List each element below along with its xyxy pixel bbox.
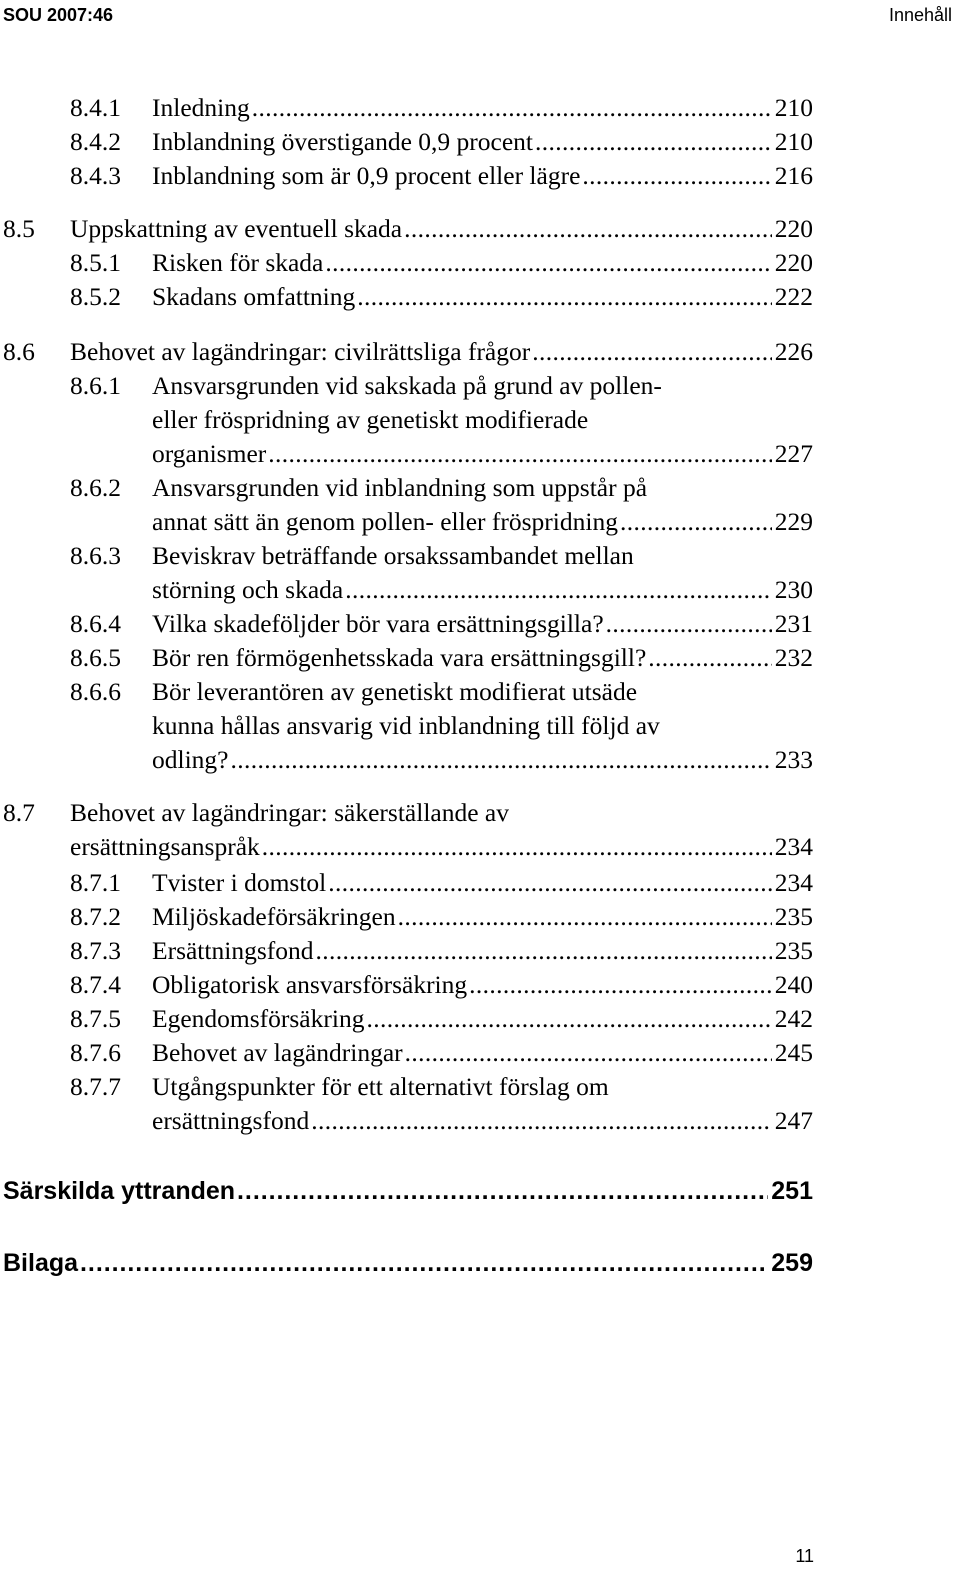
toc-entry-line (0, 607, 960, 641)
toc-entry-page: 222 (774, 282, 813, 311)
toc-entry-page: 234 (774, 868, 813, 897)
toc-entry-number: 8.7.2 (70, 902, 121, 931)
toc-entry-line (0, 335, 960, 369)
toc-entry[interactable] (152, 159, 813, 193)
toc-entry-line (0, 675, 960, 709)
toc-entry-title: Obligatorisk ansvarsförsäkring (152, 970, 468, 999)
toc-entry-line (0, 471, 960, 505)
toc-entry-line (0, 280, 960, 314)
toc-entry[interactable] (152, 641, 813, 675)
toc-entry-number: 8.6.2 (70, 473, 121, 502)
toc-chapter[interactable] (3, 1174, 813, 1208)
toc-entry[interactable] (152, 505, 813, 539)
toc-entry-number: 8.4.2 (70, 127, 121, 156)
dot-leader (648, 641, 771, 675)
dot-leader (268, 437, 771, 471)
dot-leader (606, 607, 772, 641)
dot-leader (80, 1246, 768, 1280)
dot-leader (252, 91, 772, 125)
toc-entry[interactable] (152, 968, 813, 1002)
toc-entry-line (0, 573, 960, 607)
toc-entry-title: kunna hållas ansvarig vid inblandning till följd av (152, 711, 660, 740)
toc-entry-line (0, 641, 960, 675)
toc-entry[interactable] (152, 280, 813, 314)
toc-entry[interactable] (152, 1104, 813, 1138)
toc-entry-title: Behovet av lagändringar (152, 1038, 403, 1067)
toc-entry-number: 8.7.1 (70, 868, 121, 897)
toc-entry-page: 240 (774, 970, 813, 999)
toc-entry-number: 8.4.1 (70, 93, 121, 122)
toc-entry-number: 8.5 (3, 214, 35, 243)
toc-entry-title: Miljöskadeförsäkringen (152, 902, 396, 931)
toc-entry-line (0, 830, 960, 864)
toc-entry-page: 235 (774, 902, 813, 931)
toc-entry-title: Beviskrav beträffande orsakssambandet mellan (152, 541, 634, 570)
dot-leader (345, 573, 772, 607)
toc-entry-line (0, 796, 960, 830)
toc-entry[interactable] (152, 437, 813, 471)
toc-entry[interactable] (152, 934, 813, 968)
toc-entry-line (0, 900, 960, 934)
dot-leader (366, 1002, 771, 1036)
toc-chapter-line (0, 1174, 960, 1208)
toc-entry-title: Inledning (152, 93, 250, 122)
toc-entry-title: ersättningsanspråk (70, 832, 260, 861)
toc-entry-page: 227 (774, 439, 813, 468)
running-header-right: Innehåll (888, 5, 952, 25)
toc-entry-title: Inblandning som är 0,9 procent eller lägre (152, 161, 581, 190)
toc-entry-title: Risken för skada (152, 248, 324, 277)
toc-entry[interactable] (70, 830, 813, 864)
toc-entry-page: 234 (774, 832, 813, 861)
toc-chapter-page: 251 (771, 1177, 813, 1205)
dot-leader (535, 125, 772, 159)
dot-leader (404, 212, 772, 246)
dot-leader (315, 934, 771, 968)
toc-entry-page: 226 (774, 337, 813, 366)
toc-entry[interactable] (152, 125, 813, 159)
toc-entry-title: Vilka skadeföljder bör vara ersättningsgilla? (152, 609, 604, 638)
toc-entry-line (0, 1104, 960, 1138)
dot-leader (532, 335, 772, 369)
toc-entry-line (0, 866, 960, 900)
toc-entry[interactable] (152, 91, 813, 125)
dot-leader (357, 280, 771, 314)
toc-chapter-title: Bilaga (3, 1249, 79, 1277)
running-header-left: SOU 2007:46 (3, 5, 114, 25)
toc-entry-line (0, 437, 960, 471)
toc-entry-page: 216 (774, 161, 813, 190)
toc-chapter-title: Särskilda yttranden (3, 1177, 236, 1205)
toc-entry[interactable] (152, 573, 813, 607)
toc-entry-page: 210 (774, 127, 813, 156)
toc-chapter-line (0, 1246, 960, 1280)
toc-entry-line (0, 968, 960, 1002)
toc-entry-line (0, 934, 960, 968)
toc-entry-page: 235 (774, 936, 813, 965)
toc-entry-line (0, 709, 960, 743)
toc-entry-page: 220 (774, 248, 813, 277)
toc-entry-title: Bör ren förmögenhetsskada vara ersättningsgill? (152, 643, 647, 672)
toc-entry-title: Egendomsförsäkring (152, 1004, 365, 1033)
dot-leader (405, 1036, 772, 1070)
toc-entry-title: Tvister i domstol (152, 868, 327, 897)
toc-entry-line (0, 246, 960, 280)
toc-entry-title: störning och skada (152, 575, 344, 604)
toc-entry-number: 8.7 (3, 798, 35, 827)
toc-entry-number: 8.6.4 (70, 609, 121, 638)
dot-leader (325, 246, 771, 280)
toc-entry[interactable] (152, 1036, 813, 1070)
toc-entry[interactable] (152, 246, 813, 280)
toc-entry-title: Behovet av lagändringar: civilrättsliga frågor (70, 337, 531, 366)
toc-entry-number: 8.6.1 (70, 371, 121, 400)
toc-entry-title: Ersättningsfond (152, 936, 314, 965)
toc-entry[interactable] (152, 743, 813, 777)
toc-entry[interactable] (70, 212, 813, 246)
toc-entry-line (0, 539, 960, 573)
toc-entry-page: 247 (774, 1106, 813, 1135)
toc-entry-page: 220 (774, 214, 813, 243)
dot-leader (237, 1174, 768, 1208)
toc-entry-line (0, 125, 960, 159)
dot-leader (398, 900, 772, 934)
toc-entry-title: Uppskattning av eventuell skada (70, 214, 403, 243)
dot-leader (620, 505, 772, 539)
toc-entry[interactable] (152, 900, 813, 934)
toc-entry-line (0, 1036, 960, 1070)
page-number: 11 (795, 1546, 814, 1566)
toc-entry-line (0, 212, 960, 246)
toc-entry-title: Inblandning överstigande 0,9 procent (152, 127, 533, 156)
toc-entry-number: 8.5.1 (70, 248, 121, 277)
toc-entry-page: 232 (774, 643, 813, 672)
toc-entry-number: 8.7.6 (70, 1038, 121, 1067)
toc-entry-title: Skadans omfattning (152, 282, 356, 311)
toc-entry-number: 8.7.5 (70, 1004, 121, 1033)
toc-entry-title: organismer (152, 439, 267, 468)
toc-entry-line (0, 403, 960, 437)
toc-entry-number: 8.6 (3, 337, 35, 366)
toc-entry-line (0, 505, 960, 539)
toc-chapter[interactable] (3, 1246, 813, 1280)
toc-entry-page: 229 (774, 507, 813, 536)
dot-leader (311, 1104, 772, 1138)
dot-leader (231, 743, 772, 777)
toc-entry-title: ersättningsfond (152, 1106, 310, 1135)
toc-entry-number: 8.6.5 (70, 643, 121, 672)
toc-entry-title: Ansvarsgrunden vid sakskada på grund av pollen- (152, 371, 662, 400)
toc-entry-title: Utgångspunkter för ett alternativt förslag om (152, 1072, 609, 1101)
toc-entry-number: 8.6.6 (70, 677, 121, 706)
toc-entry-page: 230 (774, 575, 813, 604)
toc-entry-line (0, 159, 960, 193)
toc-entry-title: eller fröspridning av genetiskt modifierade (152, 405, 589, 434)
toc-chapter-page: 259 (771, 1249, 813, 1277)
toc-entry-line (0, 743, 960, 777)
toc-entry[interactable] (152, 866, 813, 900)
toc-entry-number: 8.6.3 (70, 541, 121, 570)
toc-entry-number: 8.7.7 (70, 1072, 121, 1101)
toc-entry-page: 231 (774, 609, 813, 638)
toc-entry-page: 245 (774, 1038, 813, 1067)
toc-entry[interactable] (152, 607, 813, 641)
toc-entry-line (0, 1002, 960, 1036)
toc-entry-page: 233 (774, 745, 813, 774)
toc-entry-title: annat sätt än genom pollen- eller fröspridning (152, 507, 618, 536)
toc-entry[interactable] (152, 1002, 813, 1036)
toc-entry-number: 8.4.3 (70, 161, 121, 190)
toc-entry-page: 242 (774, 1004, 813, 1033)
toc-entry-line (0, 369, 960, 403)
toc-entry-number: 8.5.2 (70, 282, 121, 311)
dot-leader (328, 866, 772, 900)
dot-leader (262, 830, 772, 864)
dot-leader (469, 968, 772, 1002)
toc-entry-number: 8.7.4 (70, 970, 121, 999)
toc-entry-title: Ansvarsgrunden vid inblandning som uppstår på (152, 473, 648, 502)
toc-entry-page: 210 (774, 93, 813, 122)
toc-entry-line (0, 1070, 960, 1104)
toc-entry[interactable] (70, 335, 813, 369)
toc-entry-number: 8.7.3 (70, 936, 121, 965)
toc-entry-title: odling? (152, 745, 229, 774)
toc-entry-title: Behovet av lagändringar: säkerställande av (70, 798, 509, 827)
dot-leader (582, 159, 771, 193)
toc-entry-line (0, 91, 960, 125)
toc-entry-title: Bör leverantören av genetiskt modifierat utsäde (152, 677, 638, 706)
